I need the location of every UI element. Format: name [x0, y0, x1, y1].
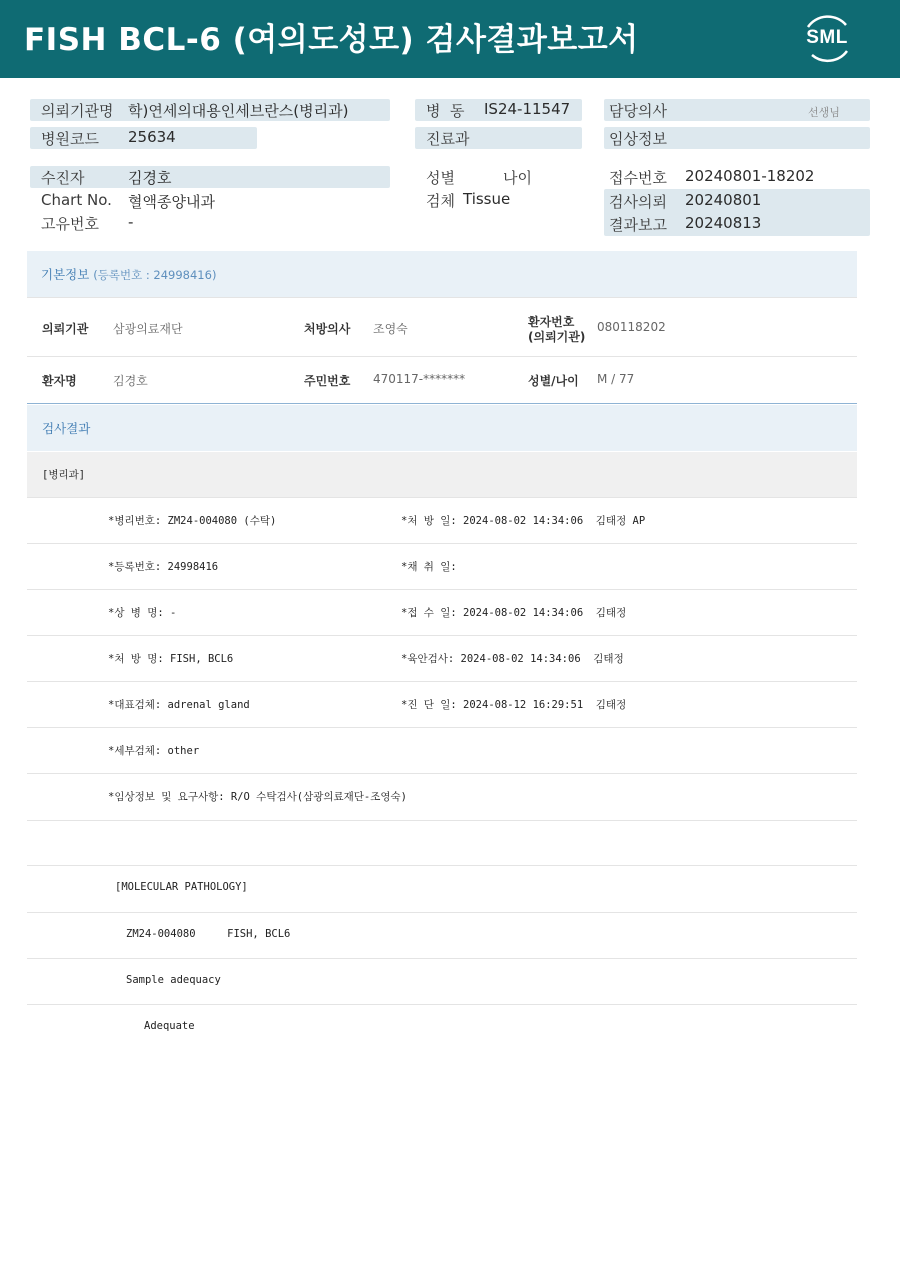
- sexage-label: 성별/나이: [528, 374, 579, 388]
- result-right: *진 단 일: 2024-08-12 16:29:51 김태정: [401, 699, 627, 711]
- org-label: 의뢰기관: [42, 322, 89, 336]
- report-value: 20240813: [685, 214, 762, 232]
- ward-label: 병 동: [426, 102, 465, 120]
- result-left: *상 병 명: -: [108, 607, 177, 619]
- result-right: *처 방 일: 2024-08-02 14:34:06 김태정 AP: [401, 515, 646, 527]
- result-left: *등록번호: 24998416: [108, 561, 219, 573]
- mol-id-row: [27, 913, 857, 959]
- basic-row-1: [27, 298, 857, 357]
- org-value: 삼광의료재단: [113, 322, 183, 336]
- clinical-label: 임상정보: [609, 130, 667, 148]
- mol-title: [MOLECULAR PATHOLOGY]: [115, 881, 248, 893]
- chart-value: 혈액종양내과: [128, 193, 215, 211]
- pno-label-1: 환자번호: [528, 315, 575, 329]
- result-row: [27, 498, 857, 544]
- basic-info-title: 기본정보 (등록번호 : 24998416): [41, 267, 217, 282]
- dept-text: [병리과]: [42, 469, 86, 481]
- specimen-label: 검체: [426, 192, 455, 210]
- chart-label: Chart No.: [41, 191, 112, 209]
- result-left: *임상정보 및 요구사항: R/O 수탁검사(삼광의료재단-조영숙): [108, 791, 408, 803]
- results-header: [27, 405, 857, 451]
- dept-label: 진료과: [426, 130, 470, 148]
- specimen-value: Tissue: [463, 190, 511, 208]
- ward-value: IS24-11547: [484, 100, 571, 118]
- result-row: [27, 728, 857, 774]
- rrn-value: 470117-*******: [373, 372, 466, 386]
- mol-title-row: [27, 866, 857, 913]
- hosp-code-label: 병원코드: [41, 130, 99, 148]
- basic-row-2: [27, 357, 857, 404]
- req-org-value: 학)연세의대용인세브란스(병리과): [128, 102, 349, 120]
- name-label: 환자명: [42, 374, 77, 388]
- request-label: 검사의뢰: [609, 193, 667, 211]
- patient-label: 수진자: [41, 169, 85, 187]
- logo-text: SML: [806, 27, 848, 48]
- sex-label: 성별: [426, 169, 455, 187]
- request-value: 20240801: [685, 191, 762, 209]
- blank-row: [27, 821, 857, 866]
- uid-label: 고유번호: [41, 215, 99, 233]
- pno-value: 080118202: [597, 320, 666, 334]
- result-row: [27, 544, 857, 590]
- result-left: *대표검체: adrenal gland: [108, 699, 250, 711]
- receipt-value: 20240801-18202: [685, 167, 815, 185]
- reg-note: (등록번호 : 24998416): [93, 268, 217, 282]
- mol-id: ZM24-004080 FISH, BCL6: [126, 928, 291, 940]
- presc-value: 조영숙: [373, 322, 408, 336]
- result-right: *육안검사: 2024-08-02 14:34:06 김태정: [401, 653, 624, 665]
- basic-info-header: [27, 251, 857, 297]
- doctor-label: 담당의사: [609, 102, 667, 120]
- patient-value: 김경호: [128, 169, 172, 187]
- adequacy-label: Sample adequacy: [126, 974, 221, 986]
- req-org-label: 의뢰기관명: [41, 102, 114, 120]
- report-label: 결과보고: [609, 216, 667, 234]
- sml-logo: [798, 11, 856, 67]
- dept-row: [27, 452, 857, 498]
- doctor-suffix: 선생님: [808, 106, 840, 119]
- rrn-label: 주민번호: [304, 374, 351, 388]
- result-row: [27, 636, 857, 682]
- report-header: [0, 0, 900, 78]
- result-left: *처 방 명: FISH, BCL6: [108, 653, 234, 665]
- adequacy-row: [27, 959, 857, 1005]
- age-label: 나이: [503, 169, 532, 187]
- results-title: 검사결과: [42, 421, 91, 436]
- result-left: *병리번호: ZM24-004080 (수탁): [108, 515, 277, 527]
- adequacy-value: Adequate: [144, 1020, 195, 1032]
- result-left: *세부검체: other: [108, 745, 200, 757]
- result-row: [27, 682, 857, 728]
- sexage-value: M / 77: [597, 372, 635, 386]
- result-right: *채 취 일:: [401, 561, 457, 573]
- pno-label-2: (의뢰기관): [528, 330, 586, 344]
- result-row: [27, 774, 857, 821]
- receipt-label: 접수번호: [609, 169, 667, 187]
- uid-value: -: [128, 213, 134, 231]
- hosp-code-value: 25634: [128, 128, 176, 146]
- presc-label: 처방의사: [304, 322, 351, 336]
- result-right: *접 수 일: 2024-08-02 14:34:06 김태정: [401, 607, 627, 619]
- name-value: 김경호: [113, 374, 148, 388]
- result-row: [27, 590, 857, 636]
- report-title: FISH BCL-6 (여의도성모) 검사결과보고서: [24, 22, 639, 58]
